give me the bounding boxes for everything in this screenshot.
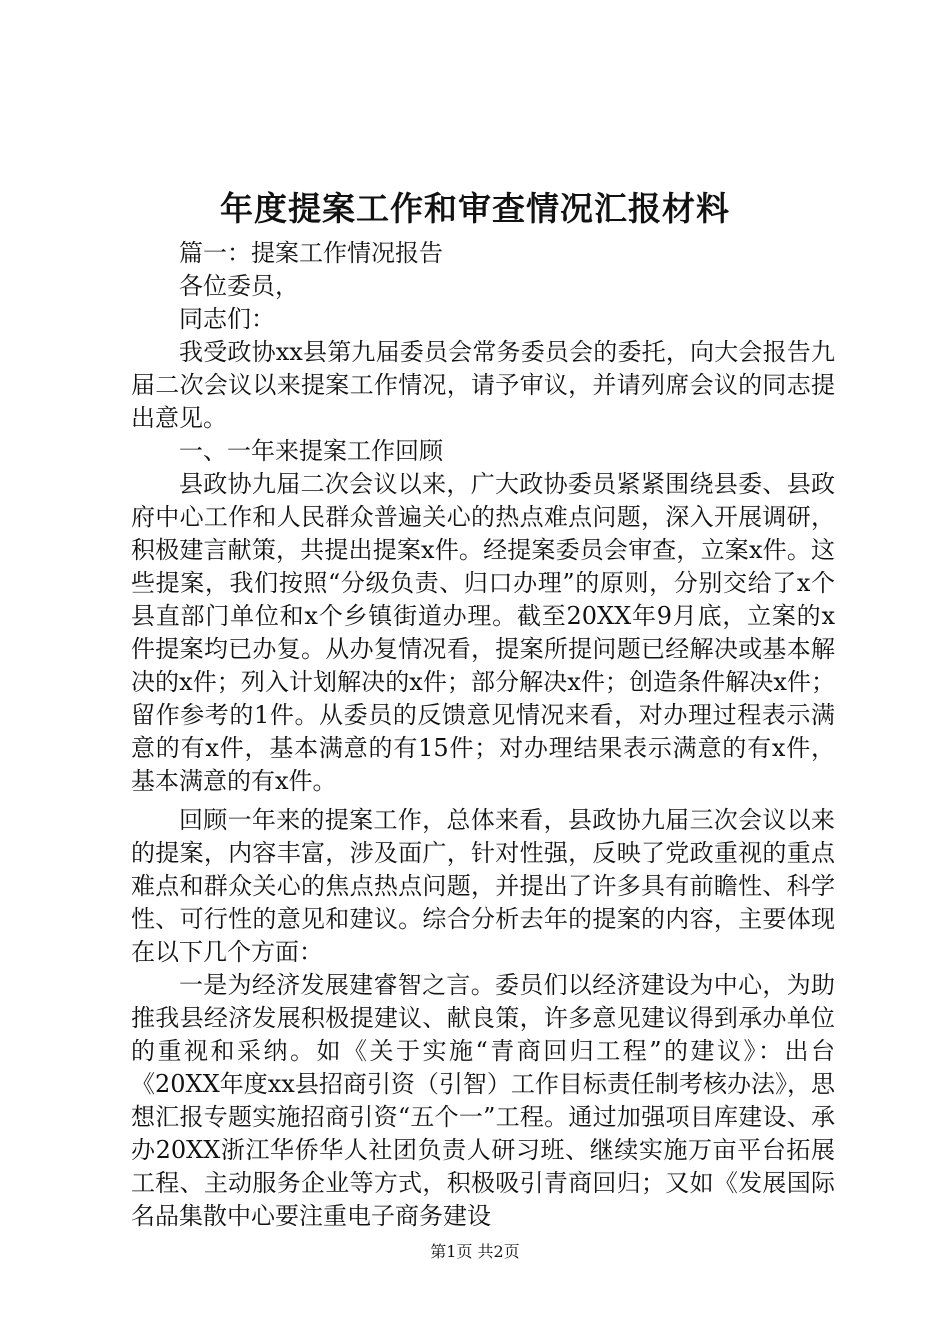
paragraph-salutation-comrades: 同志们： (179, 305, 275, 333)
paragraph-economic-development: 一是为经济发展建睿智之言。委员们以经济建设为中心，为助推我县经济发展积极提建议、献良策，许多意见建议得到承办单位的重视和采纳。如《关于实施“青商回归工程”的建议》：出台《20XX年度xx县招商引资（引智）工作目标责任制考核办法》，思想汇报专题实施招商引资“五个一”工程。通过加强项目库建设、承办20XX浙江华侨华人社团负责人研习班、继续实施万亩平台拓展工程、主动服务企业等方式，积极吸引青商回归；又如《发展国际名品集散中心要注重电子商务建设 (131, 971, 835, 1230)
page-footer: 第1页 共2页 (430, 1242, 520, 1261)
paragraph-review-summary: 县政协九届二次会议以来，广大政协委员紧紧围绕县委、县政府中心工作和人民群众普遍关心的热点难点问题，深入开展调研，积极建言献策，共提出提案x件。经提案委员会审查，立案x件。这些提案，我们按照“分级负责、归口办理”的原则，分别交给了x个县直部门单位和x个乡镇街道办理。截至20XX年9月底，立案的x件提案均已办复。从办复情况看，提案所提问题已经解决或基本解决的x件；列入计划解决的x件；部分解决x件；创造条件解决x件；留作参考的1件。从委员的反馈意见情况来看，对办理过程表示满意的有x件，基本满意的有15件；对办理结果表示满意的有x件，基本满意的有x件。 (131, 470, 835, 795)
paragraph-section-heading: 一、一年来提案工作回顾 (179, 437, 443, 465)
paragraph-heading-part-one: 篇一：提案工作情况报告 (179, 239, 443, 267)
document-title: 年度提案工作和审查情况汇报材料 (220, 189, 730, 228)
document-body (131, 237, 835, 1233)
paragraph-intro: 我受政协xx县第九届委员会常务委员会的委托，向大会报告九届二次会议以来提案工作情况，请予审议，并请列席会议的同志提出意见。 (131, 338, 835, 432)
paragraph-overall-review: 回顾一年来的提案工作，总体来看，县政协九届三次会议以来的提案，内容丰富，涉及面广，针对性强，反映了党政重视的重点难点和群众关心的焦点热点问题，并提出了许多具有前瞻性、科学性、可行性的意见和建议。综合分析去年的提案的内容，主要体现在以下几个方面： (131, 806, 835, 966)
paragraph-salutation-members: 各位委员， (179, 272, 299, 300)
